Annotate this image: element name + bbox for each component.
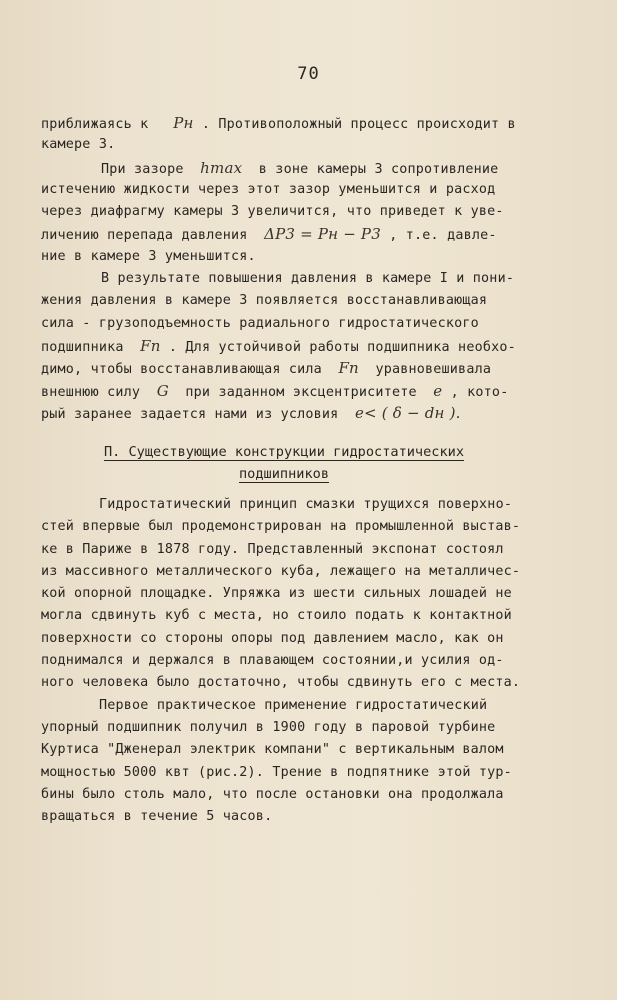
text-line xyxy=(41,112,551,134)
formula-symbol: G xyxy=(156,381,169,400)
text-line xyxy=(41,402,551,424)
section-heading xyxy=(79,441,489,486)
text-line: ного человека было достаточно, чтобы сдвинуть его с места. xyxy=(41,675,521,691)
formula-symbol: e xyxy=(433,381,443,400)
text-line: ке в Париже в 1878 году. Представленный экспонат состоял xyxy=(41,541,504,557)
heading-line: П. Существующие конструкции гидростатических xyxy=(103,444,465,460)
formula-symbol: hmax xyxy=(200,158,243,177)
text-line: В результате повышения давления в камере I и пони- xyxy=(101,271,515,287)
text-line xyxy=(41,157,551,179)
text-line: вращаться в течение 5 часов. xyxy=(41,809,273,825)
text-span: при заданном эксцентриситете xyxy=(185,384,417,400)
text-line: поднимался и держался в плавающем состоянии,и усилия од- xyxy=(41,653,504,669)
text-span: подшипника xyxy=(41,339,124,355)
text-span: внешнюю силу xyxy=(41,384,141,400)
page-number: 70 xyxy=(297,64,320,84)
text-line: ние в камере 3 уменьшится. xyxy=(41,248,256,264)
formula-symbol: Fп xyxy=(338,359,359,378)
text-span: . Противоположный процесс происходит в xyxy=(201,117,516,132)
text-line xyxy=(41,335,551,357)
text-line: через диафрагму камеры 3 увеличится, что приведет к уве- xyxy=(41,204,504,220)
heading-line: подшипников xyxy=(238,466,330,483)
text-line: из массивного металлического куба, лежащего на металличес- xyxy=(41,563,521,579)
paragraph-block-2 xyxy=(41,494,551,828)
text-span: , кото- xyxy=(450,384,509,400)
text-line: упорный подшипник получил в 1900 году в паровой турбине xyxy=(41,719,496,735)
text-line: бины было столь мало, что после остановки она продолжала xyxy=(41,786,504,802)
formula: ΔP3 = Pн − P3 xyxy=(264,225,381,244)
text-line: поверхности со стороны опоры под давлением масло, как он xyxy=(41,630,504,646)
formula-symbol: Fп xyxy=(140,336,161,355)
text-line xyxy=(41,380,551,402)
text-line: кой опорной площадке. Упряжка из шести сильных лошадей не xyxy=(41,586,512,602)
formula: e< ( δ − dн ). xyxy=(354,403,461,422)
text-span: рый заранее задается нами из условия xyxy=(41,406,339,422)
text-line: Гидростатический принцип смазки трущихся поверхно- xyxy=(99,497,513,512)
text-line: Куртиса "Дженерал электрик компани" с вертикальным валом xyxy=(41,742,504,758)
text-line: мощностью 5000 квт (рис.2). Трение в подпятнике этой тур- xyxy=(41,764,512,780)
text-span: в зоне камеры 3 сопротивление xyxy=(258,161,499,177)
text-line: сила - грузоподъемность радиального гидростатического xyxy=(41,315,479,331)
text-line: истечению жидкости через этот зазор уменьшится и расход xyxy=(41,181,496,197)
text-span: уравновешивала xyxy=(375,362,492,378)
text-span: При зазоре xyxy=(101,161,184,177)
text-span: . Для устойчивой работы подшипника необхо- xyxy=(168,339,516,355)
text-span: личению перепада давления xyxy=(41,228,248,244)
text-line: стей впервые был продемонстрирован на промышленной выстав- xyxy=(41,519,521,535)
text-line: могла сдвинуть куб с места, но стоило подать к контактной xyxy=(41,608,512,624)
text-line: жения давления в камере 3 появляется восстанавливающая xyxy=(41,293,488,309)
paragraph-block-1 xyxy=(41,112,551,424)
formula-symbol: Pн xyxy=(173,114,194,132)
text-span: , т.е. давле- xyxy=(389,228,497,244)
text-line: Первое практическое применение гидростатический xyxy=(99,697,488,713)
text-span: приближаясь к xyxy=(41,117,149,132)
text-line xyxy=(41,223,551,245)
text-span: димо, чтобы восстанавливающая сила xyxy=(41,362,322,378)
text-line xyxy=(41,357,551,379)
text-line: камере 3. xyxy=(41,137,116,153)
